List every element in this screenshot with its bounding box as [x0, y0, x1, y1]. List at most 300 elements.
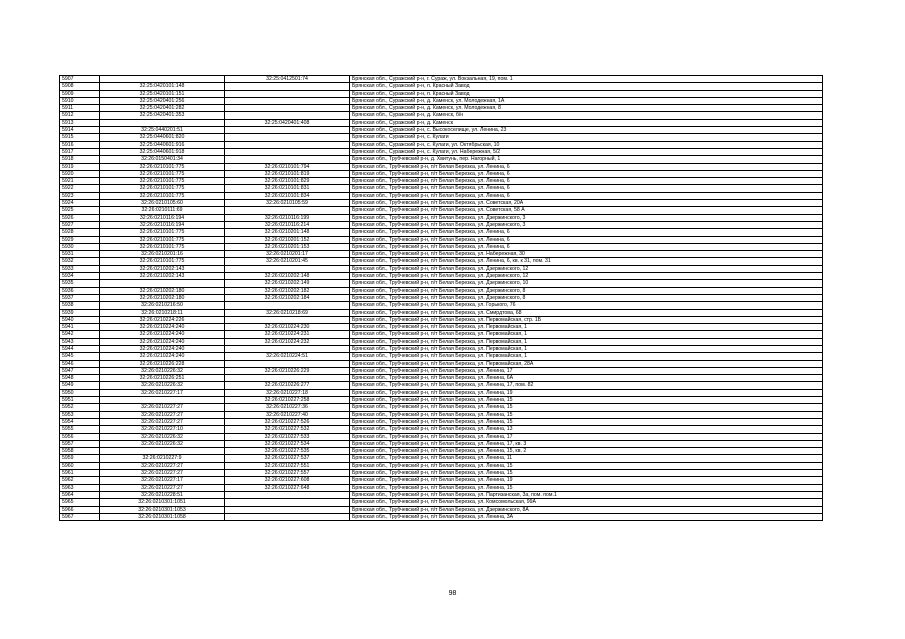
row-number-cell: 5963: [60, 484, 100, 491]
building-cadastral-number-cell: [225, 127, 350, 134]
table-row: [60, 309, 823, 316]
row-number-cell: 5924: [60, 200, 100, 207]
table-row: [60, 251, 823, 258]
cadastral-number-cell: 32:26:0210226:32: [100, 433, 225, 440]
cadastral-number-cell: 32:26:0210101:775: [100, 229, 225, 236]
row-number-cell: 5936: [60, 287, 100, 294]
table-row: [60, 389, 823, 396]
row-number-cell: 5913: [60, 119, 100, 126]
address-cell: Брянская обл., Трубчевский р-н, п/т Белая Березка, ул. Ленина, 15: [350, 470, 823, 477]
address-cell: Брянская обл., Суражский р-н, с. Высокоселище, ул. Ленина, 23: [350, 127, 823, 134]
building-cadastral-number-cell: 32:26:0210227:537: [225, 455, 350, 462]
table-row: [60, 462, 823, 469]
cadastral-number-cell: 32:26:0210227:17: [100, 477, 225, 484]
cadastral-number-cell: 32:26:0210116:194: [100, 221, 225, 228]
row-number-cell: 5960: [60, 462, 100, 469]
building-cadastral-number-cell: 32:26:0210227:608: [225, 477, 350, 484]
address-cell: Брянская обл., Трубчевский р-н, п/т Белая Березка, ул. Первомайская, 1: [350, 331, 823, 338]
building-cadastral-number-cell: 32:26:0210226:277: [225, 382, 350, 389]
table-row: [60, 316, 823, 323]
building-cadastral-number-cell: [225, 83, 350, 90]
row-number-cell: 5947: [60, 367, 100, 374]
address-cell: Брянская обл., Трубчевский р-н, п/т Белая Березка, ул. Набережная, 30: [350, 251, 823, 258]
address-cell: Брянская обл., Трубчевский р-н, п/т Белая Березка, ул. Дзержинского, 8: [350, 287, 823, 294]
building-cadastral-number-cell: 32:26:0210227:533: [225, 433, 350, 440]
building-cadastral-number-cell: 32:26:0210201:153: [225, 243, 350, 250]
table-row: [60, 367, 823, 374]
address-cell: Брянская обл., Трубчевский р-н, п/т Белая Березка, ул. Ленина, 13: [350, 426, 823, 433]
row-number-cell: 5917: [60, 148, 100, 155]
row-number-cell: 5941: [60, 324, 100, 331]
cadastral-number-cell: 32:26:0210216:50: [100, 302, 225, 309]
row-number-cell: 5950: [60, 389, 100, 396]
table-row: [60, 236, 823, 243]
cadastral-number-cell: 32:26:0210226:32: [100, 367, 225, 374]
building-cadastral-number-cell: 32:26:0210227:532: [225, 426, 350, 433]
address-cell: Брянская обл., Трубчевский р-н, п/т Белая Березка, ул. Советская, 20А: [350, 200, 823, 207]
table-row: [60, 448, 823, 455]
building-cadastral-number-cell: 32:26:0210224:232: [225, 338, 350, 345]
building-cadastral-number-cell: 32:26:0210201:17: [225, 251, 350, 258]
address-cell: Брянская обл., Трубчевский р-н, п/т Белая Березка, ул. Ленина, 11: [350, 455, 823, 462]
table-row: [60, 134, 823, 141]
table-row: [60, 397, 823, 404]
row-number-cell: 5943: [60, 338, 100, 345]
cadastral-number-cell: 32:25:0420401:256: [100, 97, 225, 104]
cadastral-number-cell: [100, 448, 225, 455]
building-cadastral-number-cell: 32:26:0210101:831: [225, 185, 350, 192]
cadastral-number-cell: 32:25:0420401:353: [100, 112, 225, 119]
table-row: [60, 148, 823, 155]
table-row: [60, 294, 823, 301]
row-number-cell: 5920: [60, 170, 100, 177]
row-number-cell: 5952: [60, 404, 100, 411]
building-cadastral-number-cell: [225, 90, 350, 97]
cadastral-number-cell: 32:26:0210202:180: [100, 294, 225, 301]
building-cadastral-number-cell: 32:26:0210227:535: [225, 448, 350, 455]
address-cell: Брянская обл., Трубчевский р-н, п/т Белая Березка, ул. Первомайская, стр. 1Б: [350, 316, 823, 323]
row-number-cell: 5909: [60, 90, 100, 97]
table-row: [60, 477, 823, 484]
address-cell: Брянская обл., Трубчевский р-н, п/т Белая Березка, ул. Ленина, 6: [350, 178, 823, 185]
building-cadastral-number-cell: 32:26:0210227:534: [225, 440, 350, 447]
address-cell: Брянская обл., Суражский р-н, с. Кулаги, ул. Октябрьская, 10: [350, 141, 823, 148]
address-cell: Брянская обл., Суражский р-н, д. Каменск, б/н: [350, 112, 823, 119]
cadastral-number-cell: 32:26:0210224:240: [100, 345, 225, 352]
registry-table-body: [60, 76, 823, 521]
cadastral-number-cell: 32:26:0210101:775: [100, 170, 225, 177]
cadastral-number-cell: 32:26:0210101:775: [100, 258, 225, 265]
table-row: [60, 353, 823, 360]
table-row: [60, 470, 823, 477]
building-cadastral-number-cell: 32:26:0210224:230: [225, 324, 350, 331]
address-cell: Брянская обл., Трубчевский р-н, п/т Белая Березка, ул. Ленина, 17, кв. 3: [350, 440, 823, 447]
building-cadastral-number-cell: 32:26:0210202:149: [225, 280, 350, 287]
cadastral-number-cell: 32:25:0420101:151: [100, 90, 225, 97]
row-number-cell: 5911: [60, 105, 100, 112]
address-cell: Брянская обл., Трубчевский р-н, п/т Белая Березка, ул. Ленина, 6: [350, 243, 823, 250]
building-cadastral-number-cell: [225, 265, 350, 272]
table-row: [60, 97, 823, 104]
building-cadastral-number-cell: [225, 491, 350, 498]
table-row: [60, 200, 823, 207]
cadastral-number-cell: 32:26:0210226:32: [100, 382, 225, 389]
row-number-cell: 5927: [60, 221, 100, 228]
building-cadastral-number-cell: 32:26:0210105:59: [225, 200, 350, 207]
cadastral-number-cell: 32:26:0210202:143: [100, 265, 225, 272]
table-row: [60, 192, 823, 199]
table-row: [60, 76, 823, 83]
row-number-cell: 5964: [60, 491, 100, 498]
row-number-cell: 5939: [60, 309, 100, 316]
row-number-cell: 5948: [60, 375, 100, 382]
address-cell: Брянская обл., Трубчевский р-н, п/т Белая Березка, ул. Ленина, 6: [350, 229, 823, 236]
table-row: [60, 404, 823, 411]
cadastral-number-cell: 32:25:0440601:918: [100, 148, 225, 155]
page-number: 98: [448, 590, 457, 597]
table-row: [60, 484, 823, 491]
address-cell: Брянская обл., Трубчевский р-н, п/т Белая Березка, ул. Дзержинского, 3: [350, 214, 823, 221]
building-cadastral-number-cell: 32:26:0210227:557: [225, 470, 350, 477]
cadastral-number-cell: 32:26:0210301:1051: [100, 499, 225, 506]
table-row: [60, 338, 823, 345]
building-cadastral-number-cell: 32:26:0210227:648: [225, 484, 350, 491]
building-cadastral-number-cell: [225, 302, 350, 309]
address-cell: Брянская обл., Трубчевский р-н, п/т Белая Березка, ул. Первомайская, 1: [350, 338, 823, 345]
address-cell: Брянская обл., Трубчевский р-н, п/т Белая Березка, ул. Ленина, 15: [350, 397, 823, 404]
table-row: [60, 243, 823, 250]
table-row: [60, 178, 823, 185]
cadastral-number-cell: 32:26:0210201:16: [100, 251, 225, 258]
table-row: [60, 418, 823, 425]
cadastral-number-cell: 32:26:0210227:17: [100, 389, 225, 396]
row-number-cell: 5921: [60, 178, 100, 185]
cadastral-number-cell: 32:26:0210227:27: [100, 404, 225, 411]
table-row: [60, 491, 823, 498]
building-cadastral-number-cell: 32:26:0210101:834: [225, 192, 350, 199]
table-row: [60, 411, 823, 418]
cadastral-number-cell: 32:25:0420101:148: [100, 83, 225, 90]
cadastral-number-cell: 32:26:0210101:775: [100, 236, 225, 243]
table-row: [60, 506, 823, 513]
row-number-cell: 5965: [60, 499, 100, 506]
address-cell: Брянская обл., Трубчевский р-н, п/т Белая Березка, ул. Ленина, 15: [350, 411, 823, 418]
address-cell: Брянская обл., Трубчевский р-н, п/т Белая Березка, ул. Ленина, 6А: [350, 375, 823, 382]
registry-table: [59, 75, 823, 521]
cadastral-number-cell: 32:26:0210226:32: [100, 440, 225, 447]
cadastral-number-cell: 32:25:0440201:51: [100, 127, 225, 134]
row-number-cell: 5957: [60, 440, 100, 447]
cadastral-number-cell: 32:26:0210227:27: [100, 462, 225, 469]
address-cell: Брянская обл., Трубчевский р-н, п/т Белая Березка, ул. Ленина, 6: [350, 236, 823, 243]
table-row: [60, 119, 823, 126]
table-row: [60, 207, 823, 214]
building-cadastral-number-cell: [225, 97, 350, 104]
building-cadastral-number-cell: [225, 148, 350, 155]
table-row: [60, 83, 823, 90]
building-cadastral-number-cell: [225, 506, 350, 513]
building-cadastral-number-cell: 32:25:0420401:408: [225, 119, 350, 126]
row-number-cell: 5933: [60, 265, 100, 272]
table-row: [60, 345, 823, 352]
cadastral-number-cell: 32:26:0210227:10: [100, 426, 225, 433]
row-number-cell: 5919: [60, 163, 100, 170]
building-cadastral-number-cell: 32:26:0210201:148: [225, 229, 350, 236]
table-row: [60, 273, 823, 280]
building-cadastral-number-cell: [225, 105, 350, 112]
cadastral-number-cell: [100, 397, 225, 404]
address-cell: Брянская обл., Трубчевский р-н, п/т Белая Березка, ул. Дзержинского, 12: [350, 265, 823, 272]
address-cell: Брянская обл., Трубчевский р-н, п/т Белая Березка, ул. Дзержинского, 12: [350, 273, 823, 280]
table-row: [60, 221, 823, 228]
row-number-cell: 5907: [60, 76, 100, 83]
building-cadastral-number-cell: [225, 499, 350, 506]
cadastral-number-cell: 32:26:0210202:180: [100, 287, 225, 294]
building-cadastral-number-cell: [225, 316, 350, 323]
building-cadastral-number-cell: 32:26:0210201:45: [225, 258, 350, 265]
cadastral-number-cell: 32:26:0210101:775: [100, 185, 225, 192]
row-number-cell: 5956: [60, 433, 100, 440]
address-cell: Брянская обл., Суражский р-н, г. Сураж, ул. Вокзальная, 19, пом. 1: [350, 76, 823, 83]
row-number-cell: 5910: [60, 97, 100, 104]
table-row: [60, 265, 823, 272]
address-cell: Брянская обл., Трубчевский р-н, п/т Белая Березка, ул. Дзержинского, 3: [350, 221, 823, 228]
address-cell: Брянская обл., Трубчевский р-н, д. Хвитунь, пер. Нагорный, 1: [350, 156, 823, 163]
building-cadastral-number-cell: 32:26:0210101:819: [225, 170, 350, 177]
row-number-cell: 5942: [60, 331, 100, 338]
row-number-cell: 5949: [60, 382, 100, 389]
row-number-cell: 5931: [60, 251, 100, 258]
row-number-cell: 5951: [60, 397, 100, 404]
cadastral-number-cell: 32:26:0210227:9: [100, 455, 225, 462]
cadastral-number-cell: 32:26:0210301:1058: [100, 513, 225, 520]
address-cell: Брянская обл., Трубчевский р-н, п/т Белая Березка, ул. Дзержинского, 8: [350, 294, 823, 301]
address-cell: Брянская обл., Трубчевский р-н, п/т Белая Березка, ул. Ленина, 17: [350, 433, 823, 440]
address-cell: Брянская обл., Трубчевский р-н, п/т Белая Березка, ул. Первомайская, 28А: [350, 360, 823, 367]
cadastral-number-cell: 32:26:0210224:226: [100, 316, 225, 323]
cadastral-number-cell: 32:26:0150401:34: [100, 156, 225, 163]
row-number-cell: 5959: [60, 455, 100, 462]
address-cell: Брянская обл., Трубчевский р-н, п/т Белая Березка, ул. Ленина, 3А: [350, 513, 823, 520]
table-row: [60, 513, 823, 520]
address-cell: Брянская обл., Трубчевский р-н, п/т Белая Березка, ул. Дзержинского, 8А: [350, 506, 823, 513]
building-cadastral-number-cell: 32:26:0210116:214: [225, 221, 350, 228]
address-cell: Брянская обл., Трубчевский р-н, п/т Белая Березка, ул. Ленина, 6: [350, 185, 823, 192]
building-cadastral-number-cell: [225, 207, 350, 214]
table-row: [60, 324, 823, 331]
building-cadastral-number-cell: 32:26:0210227:258: [225, 397, 350, 404]
table-row: [60, 426, 823, 433]
row-number-cell: 5961: [60, 470, 100, 477]
cadastral-number-cell: 32:26:0210301:1053: [100, 506, 225, 513]
cadastral-number-cell: 32:26:0210224:240: [100, 324, 225, 331]
row-number-cell: 5912: [60, 112, 100, 119]
building-cadastral-number-cell: 32:26:0210101:794: [225, 163, 350, 170]
row-number-cell: 5923: [60, 192, 100, 199]
row-number-cell: 5966: [60, 506, 100, 513]
cadastral-number-cell: 32:25:0440601:820: [100, 134, 225, 141]
row-number-cell: 5967: [60, 513, 100, 520]
cadastral-number-cell: 32:26:0210101:775: [100, 192, 225, 199]
building-cadastral-number-cell: [225, 112, 350, 119]
building-cadastral-number-cell: 32:26:0210226:229: [225, 367, 350, 374]
building-cadastral-number-cell: [225, 156, 350, 163]
address-cell: Брянская обл., Трубчевский р-н, п/т Белая Березка, ул. Комсомольская, 99А: [350, 499, 823, 506]
building-cadastral-number-cell: [225, 141, 350, 148]
cadastral-number-cell: 32:26:0210227:27: [100, 470, 225, 477]
row-number-cell: 5953: [60, 411, 100, 418]
address-cell: Брянская обл., Трубчевский р-н, п/т Белая Березка, ул. Ленина, 15, кв. 2: [350, 448, 823, 455]
building-cadastral-number-cell: 32:26:0210227:36: [225, 404, 350, 411]
cadastral-number-cell: 32:26:0210227:27: [100, 411, 225, 418]
row-number-cell: 5940: [60, 316, 100, 323]
table-row: [60, 360, 823, 367]
table-row: [60, 258, 823, 265]
cadastral-number-cell: 32:26:0210226:228: [100, 360, 225, 367]
table-row: [60, 287, 823, 294]
address-cell: Брянская обл., Трубчевский р-н, п/т Белая Березка, ул. Ленина, 15: [350, 462, 823, 469]
table-row: [60, 156, 823, 163]
row-number-cell: 5918: [60, 156, 100, 163]
row-number-cell: 5935: [60, 280, 100, 287]
building-cadastral-number-cell: 32:26:0210201:152: [225, 236, 350, 243]
row-number-cell: 5922: [60, 185, 100, 192]
cadastral-number-cell: 32:26:0210101:775: [100, 178, 225, 185]
table-row: [60, 214, 823, 221]
table-row: [60, 433, 823, 440]
row-number-cell: 5937: [60, 294, 100, 301]
building-cadastral-number-cell: [225, 134, 350, 141]
building-cadastral-number-cell: 32:26:0210227:526: [225, 418, 350, 425]
address-cell: Брянская обл., Трубчевский р-н, п/т Белая Березка, ул. Дзержинского, 10: [350, 280, 823, 287]
table-row: [60, 141, 823, 148]
address-cell: Брянская обл., Трубчевский р-н, п/т Белая Березка, ул. Советская, 58 А: [350, 207, 823, 214]
building-cadastral-number-cell: [225, 513, 350, 520]
building-cadastral-number-cell: 32:26:0210227:18: [225, 389, 350, 396]
address-cell: Брянская обл., Суражский р-н, д. Каменск, ул. Молодежная, 8: [350, 105, 823, 112]
address-cell: Брянская обл., Трубчевский р-н, п/т Белая Березка, ул. Партизанская, 3а, пом. пом.1: [350, 491, 823, 498]
table-row: [60, 185, 823, 192]
row-number-cell: 5932: [60, 258, 100, 265]
row-number-cell: 5908: [60, 83, 100, 90]
cadastral-number-cell: 32:26:0210218:11: [100, 309, 225, 316]
cadastral-number-cell: 32:26:0210224:240: [100, 331, 225, 338]
row-number-cell: 5944: [60, 345, 100, 352]
address-cell: Брянская обл., Трубчевский р-н, п/т Белая Березка, ул. Ленина, 6: [350, 192, 823, 199]
building-cadastral-number-cell: [225, 375, 350, 382]
cadastral-number-cell: 32:26:0210227:27: [100, 418, 225, 425]
table-row: [60, 105, 823, 112]
row-number-cell: 5954: [60, 418, 100, 425]
address-cell: Брянская обл., Трубчевский р-н, п/т Белая Березка, ул. Ленина, 19: [350, 477, 823, 484]
building-cadastral-number-cell: 32:26:0210116:199: [225, 214, 350, 221]
address-cell: Брянская обл., Трубчевский р-н, п/т Белая Березка, ул. Ленина, 15: [350, 404, 823, 411]
building-cadastral-number-cell: 32:26:0210218:69: [225, 309, 350, 316]
building-cadastral-number-cell: 32:26:0210101:829: [225, 178, 350, 185]
row-number-cell: 5914: [60, 127, 100, 134]
cadastral-number-cell: [100, 119, 225, 126]
building-cadastral-number-cell: 32:25:0412501:74: [225, 76, 350, 83]
cadastral-number-cell: 32:25:0440601:916: [100, 141, 225, 148]
building-cadastral-number-cell: 32:26:0210227:40: [225, 411, 350, 418]
cadastral-number-cell: 32:26:0210111:69: [100, 207, 225, 214]
row-number-cell: 5926: [60, 214, 100, 221]
cadastral-number-cell: 32:26:0210228:51: [100, 491, 225, 498]
cadastral-number-cell: 32:26:0210224:240: [100, 338, 225, 345]
building-cadastral-number-cell: [225, 360, 350, 367]
cadastral-number-cell: 32:25:0420401:282: [100, 105, 225, 112]
address-cell: Брянская обл., Трубчевский р-н, п/т Белая Березка, ул. Ленина, 15: [350, 484, 823, 491]
cadastral-number-cell: 32:26:0210116:194: [100, 214, 225, 221]
address-cell: Брянская обл., Трубчевский р-н, п/т Белая Березка, ул. Ленина, 6: [350, 163, 823, 170]
building-cadastral-number-cell: 32:26:0210224:51: [225, 353, 350, 360]
building-cadastral-number-cell: 32:26:0210224:231: [225, 331, 350, 338]
row-number-cell: 5930: [60, 243, 100, 250]
building-cadastral-number-cell: 32:26:0210202:182: [225, 287, 350, 294]
row-number-cell: 5925: [60, 207, 100, 214]
address-cell: Брянская обл., Трубчевский р-н, п/т Белая Березка, ул. Ленина, 6, кв. к 31, пом. 31: [350, 258, 823, 265]
cadastral-number-cell: 32:26:0210226:251: [100, 375, 225, 382]
row-number-cell: 5928: [60, 229, 100, 236]
row-number-cell: 5915: [60, 134, 100, 141]
table-row: [60, 127, 823, 134]
table-row: [60, 163, 823, 170]
address-cell: Брянская обл., Трубчевский р-н, п/т Белая Березка, ул. Первомайская, 1: [350, 324, 823, 331]
cadastral-number-cell: 32:26:0210227:27: [100, 484, 225, 491]
cadastral-number-cell: 32:26:0210101:775: [100, 163, 225, 170]
address-cell: Брянская обл., Трубчевский р-н, п/т Белая Березка, ул. Ленина, 19: [350, 389, 823, 396]
building-cadastral-number-cell: 32:26:0210227:551: [225, 462, 350, 469]
table-row: [60, 375, 823, 382]
address-cell: Брянская обл., Трубчевский р-н, п/т Белая Березка, ул. Первомайская, 1: [350, 345, 823, 352]
row-number-cell: 5916: [60, 141, 100, 148]
building-cadastral-number-cell: [225, 345, 350, 352]
row-number-cell: 5945: [60, 353, 100, 360]
address-cell: Брянская обл., Суражский р-н, п. Красный Завод: [350, 90, 823, 97]
table-row: [60, 170, 823, 177]
address-cell: Брянская обл., Трубчевский р-н, п/т Белая Березка, ул. Горького, 76: [350, 302, 823, 309]
cadastral-number-cell: 32:26:0210224:240: [100, 353, 225, 360]
address-cell: Брянская обл., Трубчевский р-н, п/т Белая Березка, ул. Ленина, 17, пом. 82: [350, 382, 823, 389]
cadastral-number-cell: [100, 280, 225, 287]
address-cell: Брянская обл., Трубчевский р-н, п/т Белая Березка, ул. Ленина, 17: [350, 367, 823, 374]
cadastral-number-cell: 32:26:0210202:143: [100, 273, 225, 280]
table-row: [60, 112, 823, 119]
building-cadastral-number-cell: 32:26:0210202:148: [225, 273, 350, 280]
address-cell: Брянская обл., Суражский р-н, с. Кулаги, ул. Набережная, 5/2: [350, 148, 823, 155]
address-cell: Брянская обл., Суражский р-н, д. Каменск: [350, 119, 823, 126]
address-cell: Брянская обл., Трубчевский р-н, п/т Белая Березка, ул. Смирдтова, 68: [350, 309, 823, 316]
table-row: [60, 302, 823, 309]
row-number-cell: 5955: [60, 426, 100, 433]
table-row: [60, 499, 823, 506]
cadastral-number-cell: 32:26:0210101:775: [100, 243, 225, 250]
cadastral-number-cell: 32:26:0210105:60: [100, 200, 225, 207]
row-number-cell: 5962: [60, 477, 100, 484]
address-cell: Брянская обл., Суражский р-н, с. Кулаги: [350, 134, 823, 141]
row-number-cell: 5938: [60, 302, 100, 309]
table-row: [60, 229, 823, 236]
table-row: [60, 440, 823, 447]
row-number-cell: 5958: [60, 448, 100, 455]
table-row: [60, 90, 823, 97]
row-number-cell: 5929: [60, 236, 100, 243]
table-row: [60, 455, 823, 462]
cadastral-number-cell: [100, 76, 225, 83]
building-cadastral-number-cell: 32:26:0210202:184: [225, 294, 350, 301]
address-cell: Брянская обл., Суражский р-н, д. Каменск, ул. Молодежная, 1А: [350, 97, 823, 104]
row-number-cell: 5934: [60, 273, 100, 280]
